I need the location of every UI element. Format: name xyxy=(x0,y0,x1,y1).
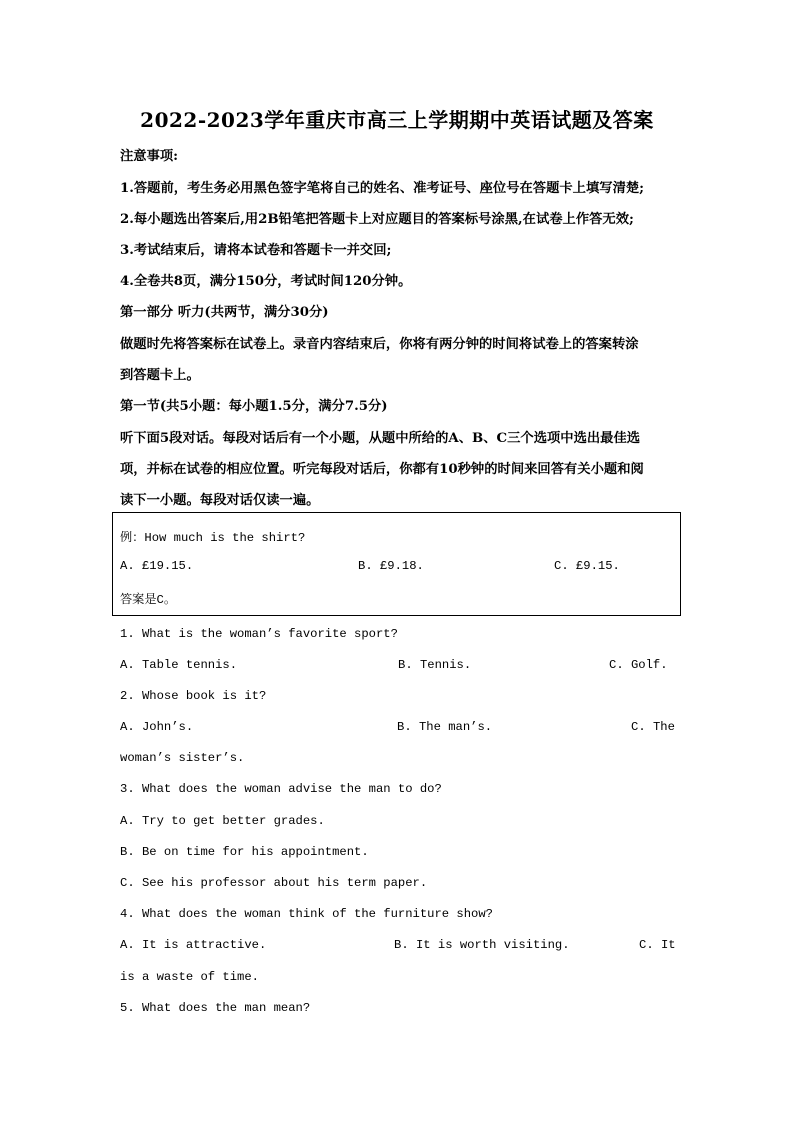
question-3-option-b: B. Be on time for his appointment. xyxy=(120,845,369,859)
example-option-c: C. £9.15. xyxy=(554,559,620,573)
notice-item-4: 4.全卷共8页，满分150分，考试时间120分钟。 xyxy=(120,274,412,289)
notice-item-2: 2.每小题选出答案后,用2B铅笔把答题卡上对应题目的答案标号涂黑,在试卷上作答无效; xyxy=(120,212,634,227)
part1-instruction-line-2: 到答题卡上。 xyxy=(120,368,200,383)
example-answer: 答案是C。 xyxy=(120,593,177,607)
question-2-option-a: A. John’s. xyxy=(120,720,194,734)
question-4-option-c: C. It xyxy=(639,938,676,952)
question-4: 4. What does the woman think of the furniture show? xyxy=(120,907,493,921)
question-1-option-c: C. Golf. xyxy=(609,658,668,672)
section1-instruction-line-1: 听下面5段对话。每段对话后有一个小题，从题中所给的A、B、C三个选项中选出最佳选 xyxy=(120,431,641,446)
question-4-option-c-continued: is a waste of time. xyxy=(120,970,259,984)
section1-instruction-line-2: 项，并标在试卷的相应位置。听完每段对话后，你都有10秒钟的时间来回答有关小题和阅 xyxy=(120,462,644,477)
question-2-option-c: C. The xyxy=(631,720,675,734)
example-option-a: A. £19.15. xyxy=(120,559,194,573)
question-1: 1. What is the woman’s favorite sport? xyxy=(120,627,398,641)
notice-item-1: 1.答题前，考生务必用黑色签字笔将自己的姓名、准考证号、座位号在答题卡上填写清楚; xyxy=(120,181,645,196)
notice-heading: 注意事项: xyxy=(120,149,179,164)
part1-instruction-line-1: 做题时先将答案标在试卷上。录音内容结束后，你将有两分钟的时间将试卷上的答案转涂 xyxy=(120,337,639,352)
part1-heading: 第一部分 听力(共两节，满分30分) xyxy=(120,305,329,320)
question-1-option-b: B. Tennis. xyxy=(398,658,472,672)
section1-heading: 第一节(共5小题：每小题1.5分，满分7.5分) xyxy=(120,399,388,414)
question-3: 3. What does the woman advise the man to do? xyxy=(120,782,442,796)
question-4-option-b: B. It is worth visiting. xyxy=(394,938,570,952)
question-5: 5. What does the man mean? xyxy=(120,1001,311,1015)
question-2-option-b: B. The man’s. xyxy=(397,720,493,734)
example-question: 例：How much is the shirt? xyxy=(120,531,306,545)
question-2: 2. Whose book is it? xyxy=(120,689,267,703)
notice-item-3: 3.考试结束后，请将本试卷和答题卡一并交回; xyxy=(120,243,392,258)
example-option-b: B. £9.18. xyxy=(358,559,424,573)
example-box xyxy=(112,512,681,616)
question-2-option-c-continued: woman’s sister’s. xyxy=(120,751,245,765)
section1-instruction-line-3: 读下一小题。每段对话仅读一遍。 xyxy=(120,493,320,508)
question-4-option-a: A. It is attractive. xyxy=(120,938,267,952)
question-3-option-c: C. See his professor about his term paper. xyxy=(120,876,428,890)
question-3-option-a: A. Try to get better grades. xyxy=(120,814,325,828)
page-title: 2022-2023学年重庆市高三上学期期中英语试题及答案 xyxy=(140,108,654,132)
question-1-option-a: A. Table tennis. xyxy=(120,658,238,672)
